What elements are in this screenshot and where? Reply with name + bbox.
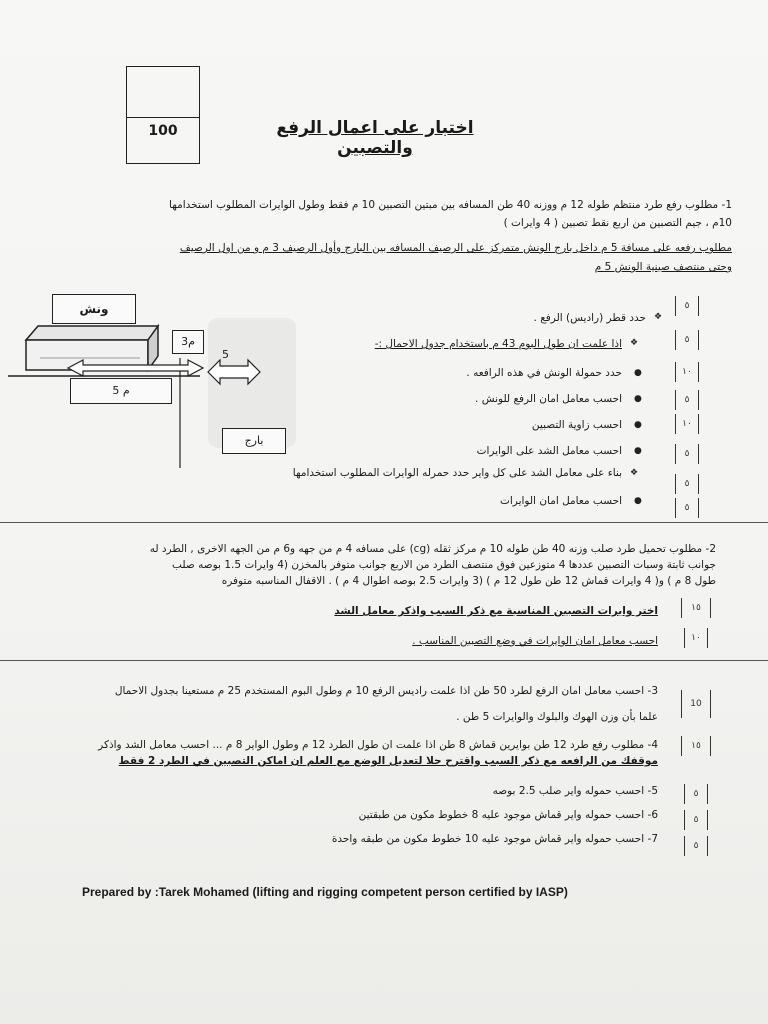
q6-text: 6- احسب حموله واير قماش موجود عليه 8 خطوط مكون من طبقتين (358, 809, 658, 821)
q1-item-3: حدد حمولة الونش في هذه الرافعه . (466, 367, 622, 379)
score-box (126, 66, 200, 164)
q7-text: 7- احسب حموله واير قماش موجود عليه 10 خطوط مكون من طبقه واحدة (331, 833, 658, 845)
q5-mark: ٥ (684, 784, 708, 804)
bullet-icon: ● (634, 420, 642, 430)
q1-mark-8: ٥ (675, 498, 699, 518)
barge-distance-label: 5 (222, 348, 229, 361)
q1-item-2: اذا علمت ان طول البوم 43 م باستخدام جدول الاحمال :- (374, 338, 622, 350)
bullet-icon: ● (634, 394, 642, 404)
q3-line1: 3- احسب معامل امان الرفع لطرد 50 طن اذا علمت راديس الرفع 10 م وطول البوم المستخدم 25 م مستعينا بجدول الاحمال (114, 685, 658, 697)
q3-line2: علما بأن وزن الهوك والبلوك والوايرات 5 طن . (456, 711, 658, 723)
crane-label: ونش (52, 294, 136, 324)
section-divider (0, 660, 768, 661)
total-score: 100 (148, 123, 178, 139)
q5-text: 5- احسب حموله واير صلب 2.5 بوصه (492, 785, 658, 797)
q2-item-1: اختر وايرات التصبين المناسبة مع ذكر السبب واذكر معامل الشد (334, 605, 658, 617)
q1-item-7: بناء على معامل الشد على كل واير حدد حمرله الوايرات المطلوب استخدامها (292, 467, 622, 479)
bullet-icon: ❖ (654, 312, 663, 322)
q1-mark-2: ٥ (675, 330, 699, 350)
section-divider (0, 522, 768, 523)
exam-title: اختبار على اعمال الرفع والتصبين (276, 118, 474, 158)
bullet-icon: ❖ (630, 468, 639, 478)
barge-label: بارج (222, 428, 286, 454)
q2-line3: طول 8 م ) و( 4 وايرات قماش 12 طن طول 12 م ) (3 وايرات 2.5 بوصه اطوال 4 م ) . الاقفال المناسبه متوفره (221, 575, 716, 587)
q1-line4: وحتى منتصف صينية الونش 5 م (594, 261, 732, 273)
q1-item-1: حدد قطر (راديس) الرفع . (533, 312, 646, 324)
q2-mark-2: ١٠ (684, 628, 708, 648)
quay-distance-label: 3م (172, 330, 204, 354)
q4-mark: ١٥ (681, 736, 711, 756)
q1-item-5: احسب زاوية التصبين (531, 419, 622, 431)
bullet-icon: ❖ (630, 338, 639, 348)
crane-body (26, 326, 158, 370)
q1-item-6: احسب معامل الشد على الوايرات (476, 445, 622, 457)
q1-line2: 10م ، جيم التصبين من اربع نقط تصبين ( 4 وايرات ) (503, 217, 732, 229)
q1-mark-7: ٥ (675, 474, 699, 494)
bullet-icon: ● (634, 496, 642, 506)
bullet-icon: ● (634, 446, 642, 456)
q1-item-8: احسب معامل امان الوايرات (500, 495, 622, 507)
q1-line3: مطلوب رفعه على مسافة 5 م داخل بارج الونش متمركز على الرصيف المسافه بين البارج وأول الرصيف 3 م و من اول الرصيف (179, 242, 732, 254)
q1-item-4: احسب معامل امان الرفع للونش . (475, 393, 622, 405)
q1-mark-1: ٥ (675, 296, 699, 316)
q1-mark-5: ١٠ (675, 414, 699, 434)
q2-mark-1: ١٥ (681, 598, 711, 618)
q1-line1: 1- مطلوب رفع طرد منتظم طوله 12 م ووزنه 40 طن المسافه بين مبتين التصبين 10 م فقط وطول الوايرات المطلوب استخدامها (169, 199, 732, 211)
q1-mark-6: ٥ (675, 444, 699, 464)
score-divider (127, 117, 199, 118)
q6-mark: ٥ (684, 810, 708, 830)
q2-item-2: احسب معامل امان الوايرات في وضع التصبين المناسب . (412, 635, 658, 647)
q7-mark: ٥ (684, 836, 708, 856)
q1-mark-4: ٥ (675, 390, 699, 410)
q2-line2: جوانب ثابتة وسبات التصبين عددها 4 متوزعين فوق منتصف الطرد من الاربع جوانب متوفر بالمخزن (4 وايرات 1.5 بوصه صلب (172, 559, 716, 571)
prepared-by-footer: Prepared by :Tarek Mohamed (lifting and rigging competent person certified by IASP) (82, 885, 568, 899)
q4-line1: 4- مطلوب رفع طرد 12 طن بوايرين قماش 8 طن اذا علمت ان طول الطرد 12 م وطول الواير 8 م ... احسب معامل الشد واذكر (98, 739, 658, 751)
q1-mark-3: ١٠ (675, 362, 699, 382)
crane-distance-label: 5 م (70, 378, 172, 404)
q3-mark: 10 (681, 690, 711, 718)
bullet-icon: ● (634, 368, 642, 378)
q2-line1: 2- مطلوب تحميل طرد صلب وزنه 40 طن طوله 10 م مركز ثقله (cg) على مسافه 4 م من جهه و6 م من الجهه الاخرى , الطرد له (149, 543, 716, 555)
q4-line2: موقفك من الرافعه مع ذكر السبب واقترح حلا لتعديل الوضع مع العلم ان اماكن التصبين في الطرد 2 فقط (118, 755, 658, 767)
